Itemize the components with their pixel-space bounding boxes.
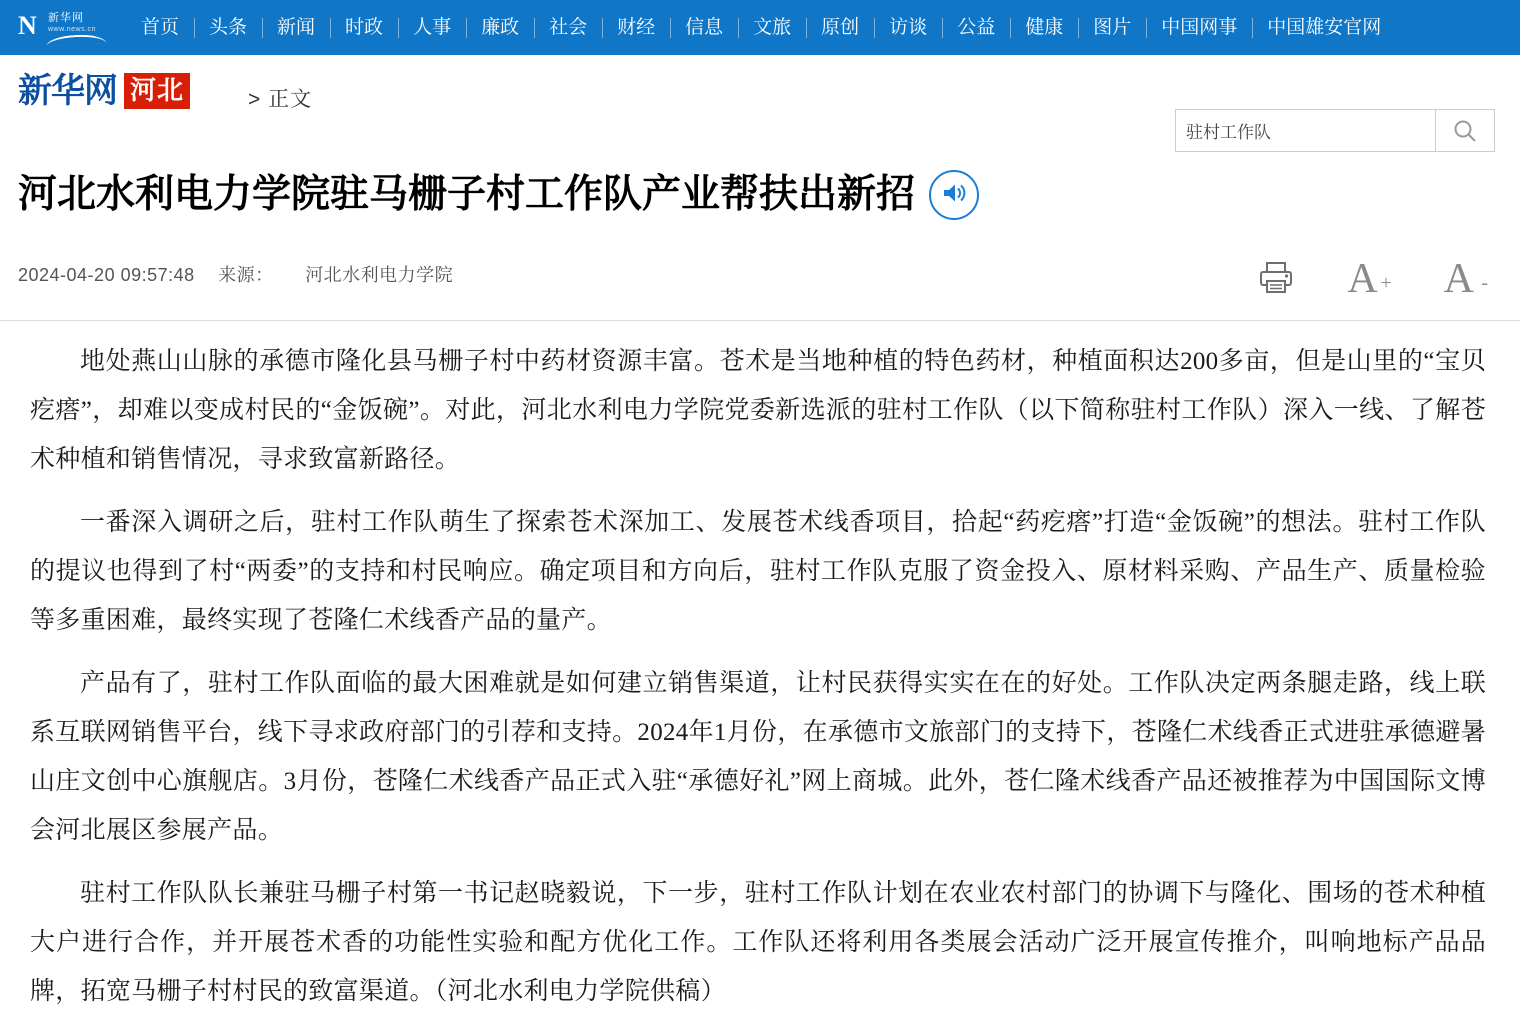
nav-item-headlines[interactable]: 头条 — [194, 17, 262, 39]
article-title-row — [0, 140, 1520, 246]
font-increase-superscript: + — [1380, 272, 1392, 295]
nav-item-china-affairs[interactable]: 中国网事 — [1146, 17, 1252, 39]
speaker-icon — [941, 181, 967, 210]
nav-item-pictures[interactable]: 图片 — [1078, 17, 1146, 39]
nav-item-home[interactable]: 首页 — [141, 16, 180, 38]
brand-region-tag: 河北 — [124, 73, 190, 109]
logo-letter-n: N — [18, 10, 36, 40]
print-icon[interactable] — [1257, 260, 1295, 299]
font-decrease-superscript: - — [1481, 272, 1488, 295]
audio-play-button[interactable] — [929, 170, 979, 220]
source-name: 河北水利电力学院 — [305, 265, 454, 286]
site-header — [0, 55, 1520, 140]
logo-url-text: www.news.cn — [48, 25, 96, 33]
publish-date: 2024-04-20 09:57:48 — [18, 265, 195, 286]
nav-item-culture-tourism[interactable]: 文旅 — [738, 17, 806, 39]
nav-item-xiongan[interactable]: 中国雄安官网 — [1252, 17, 1396, 39]
xinhua-logo[interactable] — [18, 11, 110, 45]
article-meta — [18, 264, 453, 286]
nav-item-society[interactable]: 社会 — [534, 17, 602, 39]
nav-item-politics[interactable]: 时政 — [330, 17, 398, 39]
nav-item-health[interactable]: 健康 — [1010, 17, 1078, 39]
brand-name: 新华网 — [18, 73, 117, 110]
top-navigation-bar — [0, 0, 1520, 55]
nav-item-interview[interactable]: 访谈 — [874, 17, 942, 39]
site-brand[interactable] — [18, 73, 190, 111]
article-paragraph: 地处燕山山脉的承德市隆化县马栅子村中药材资源丰富。苍术是当地种植的特色药材，种植面积达200多亩，但是山里的“宝贝疙瘩”，却难以变成村民的“金饭碗”。对此，河北水利电力学院党委新选派的驻村工作队（以下简称驻村工作队）深入一线、了解苍术种植和销售情况，寻求致富新路径。 — [30, 348, 1486, 474]
font-decrease-button[interactable] — [1443, 256, 1488, 303]
nav-item-original[interactable]: 原创 — [806, 17, 874, 39]
article-meta-row — [0, 256, 1520, 321]
font-increase-button[interactable] — [1347, 256, 1392, 303]
article-paragraph: 驻村工作队队长兼驻马栅子村第一书记赵晓毅说，下一步，驻村工作队计划在农业农村部门的协调下与隆化、围场的苍术种植大户进行合作，并开展苍术香的功能性实验和配方优化工作。工作队还将利用各类展会活动广泛开展宣传推介，叫响地标产品品牌，拓宽马栅子村村民的致富渠道。（河北水利电力学院供稿） — [30, 880, 1486, 1006]
nav-item-personnel[interactable]: 人事 — [398, 17, 466, 39]
nav-item-news[interactable]: 新闻 — [262, 17, 330, 39]
logo-chinese-text: 新华网 — [48, 11, 84, 24]
nav-item-anticorruption[interactable]: 廉政 — [466, 17, 534, 39]
nav-item-finance[interactable]: 财经 — [602, 17, 670, 39]
article-paragraph: 产品有了，驻村工作队面临的最大困难就是如何建立销售渠道，让村民获得实实在在的好处。工作队决定两条腿走路，线上联系互联网销售平台，线下寻求政府部门的引荐和支持。2024年1月份，在承德市文旅部门的支持下，苍隆仁术线香正式进驻承德避暑山庄文创中心旗舰店。3月份，苍隆仁术线香产品正式入驻“承德好礼”网上商城。此外，苍仁隆术线香产品还被推荐为中国国际文博会河北展区参展产品。 — [30, 670, 1486, 845]
logo-swoosh — [46, 33, 106, 46]
breadcrumb: > 正文 — [248, 88, 313, 111]
nav-item-charity[interactable]: 公益 — [942, 17, 1010, 39]
nav-item-information[interactable]: 信息 — [670, 17, 738, 39]
article-tools — [1257, 256, 1488, 303]
article-paragraph: 一番深入调研之后，驻村工作队萌生了探索苍术深加工、发展苍术线香项目，拾起“药疙瘩”打造“金饭碗”的想法。驻村工作队的提议也得到了村“两委”的支持和村民响应。确定项目和方向后，驻村工作队克服了资金投入、原材料采购、产品生产、质量检验等多重困难，最终实现了苍隆仁术线香产品的量产。 — [30, 509, 1486, 635]
font-decrease-label: A — [1443, 256, 1474, 303]
source-label: 来源： — [218, 265, 274, 286]
article-body — [0, 321, 1520, 1016]
nav-list — [126, 0, 1396, 55]
font-increase-label: A — [1347, 256, 1378, 303]
page-title: 河北水利电力学院驻马栅子村工作队产业帮扶出新招 — [18, 173, 916, 217]
